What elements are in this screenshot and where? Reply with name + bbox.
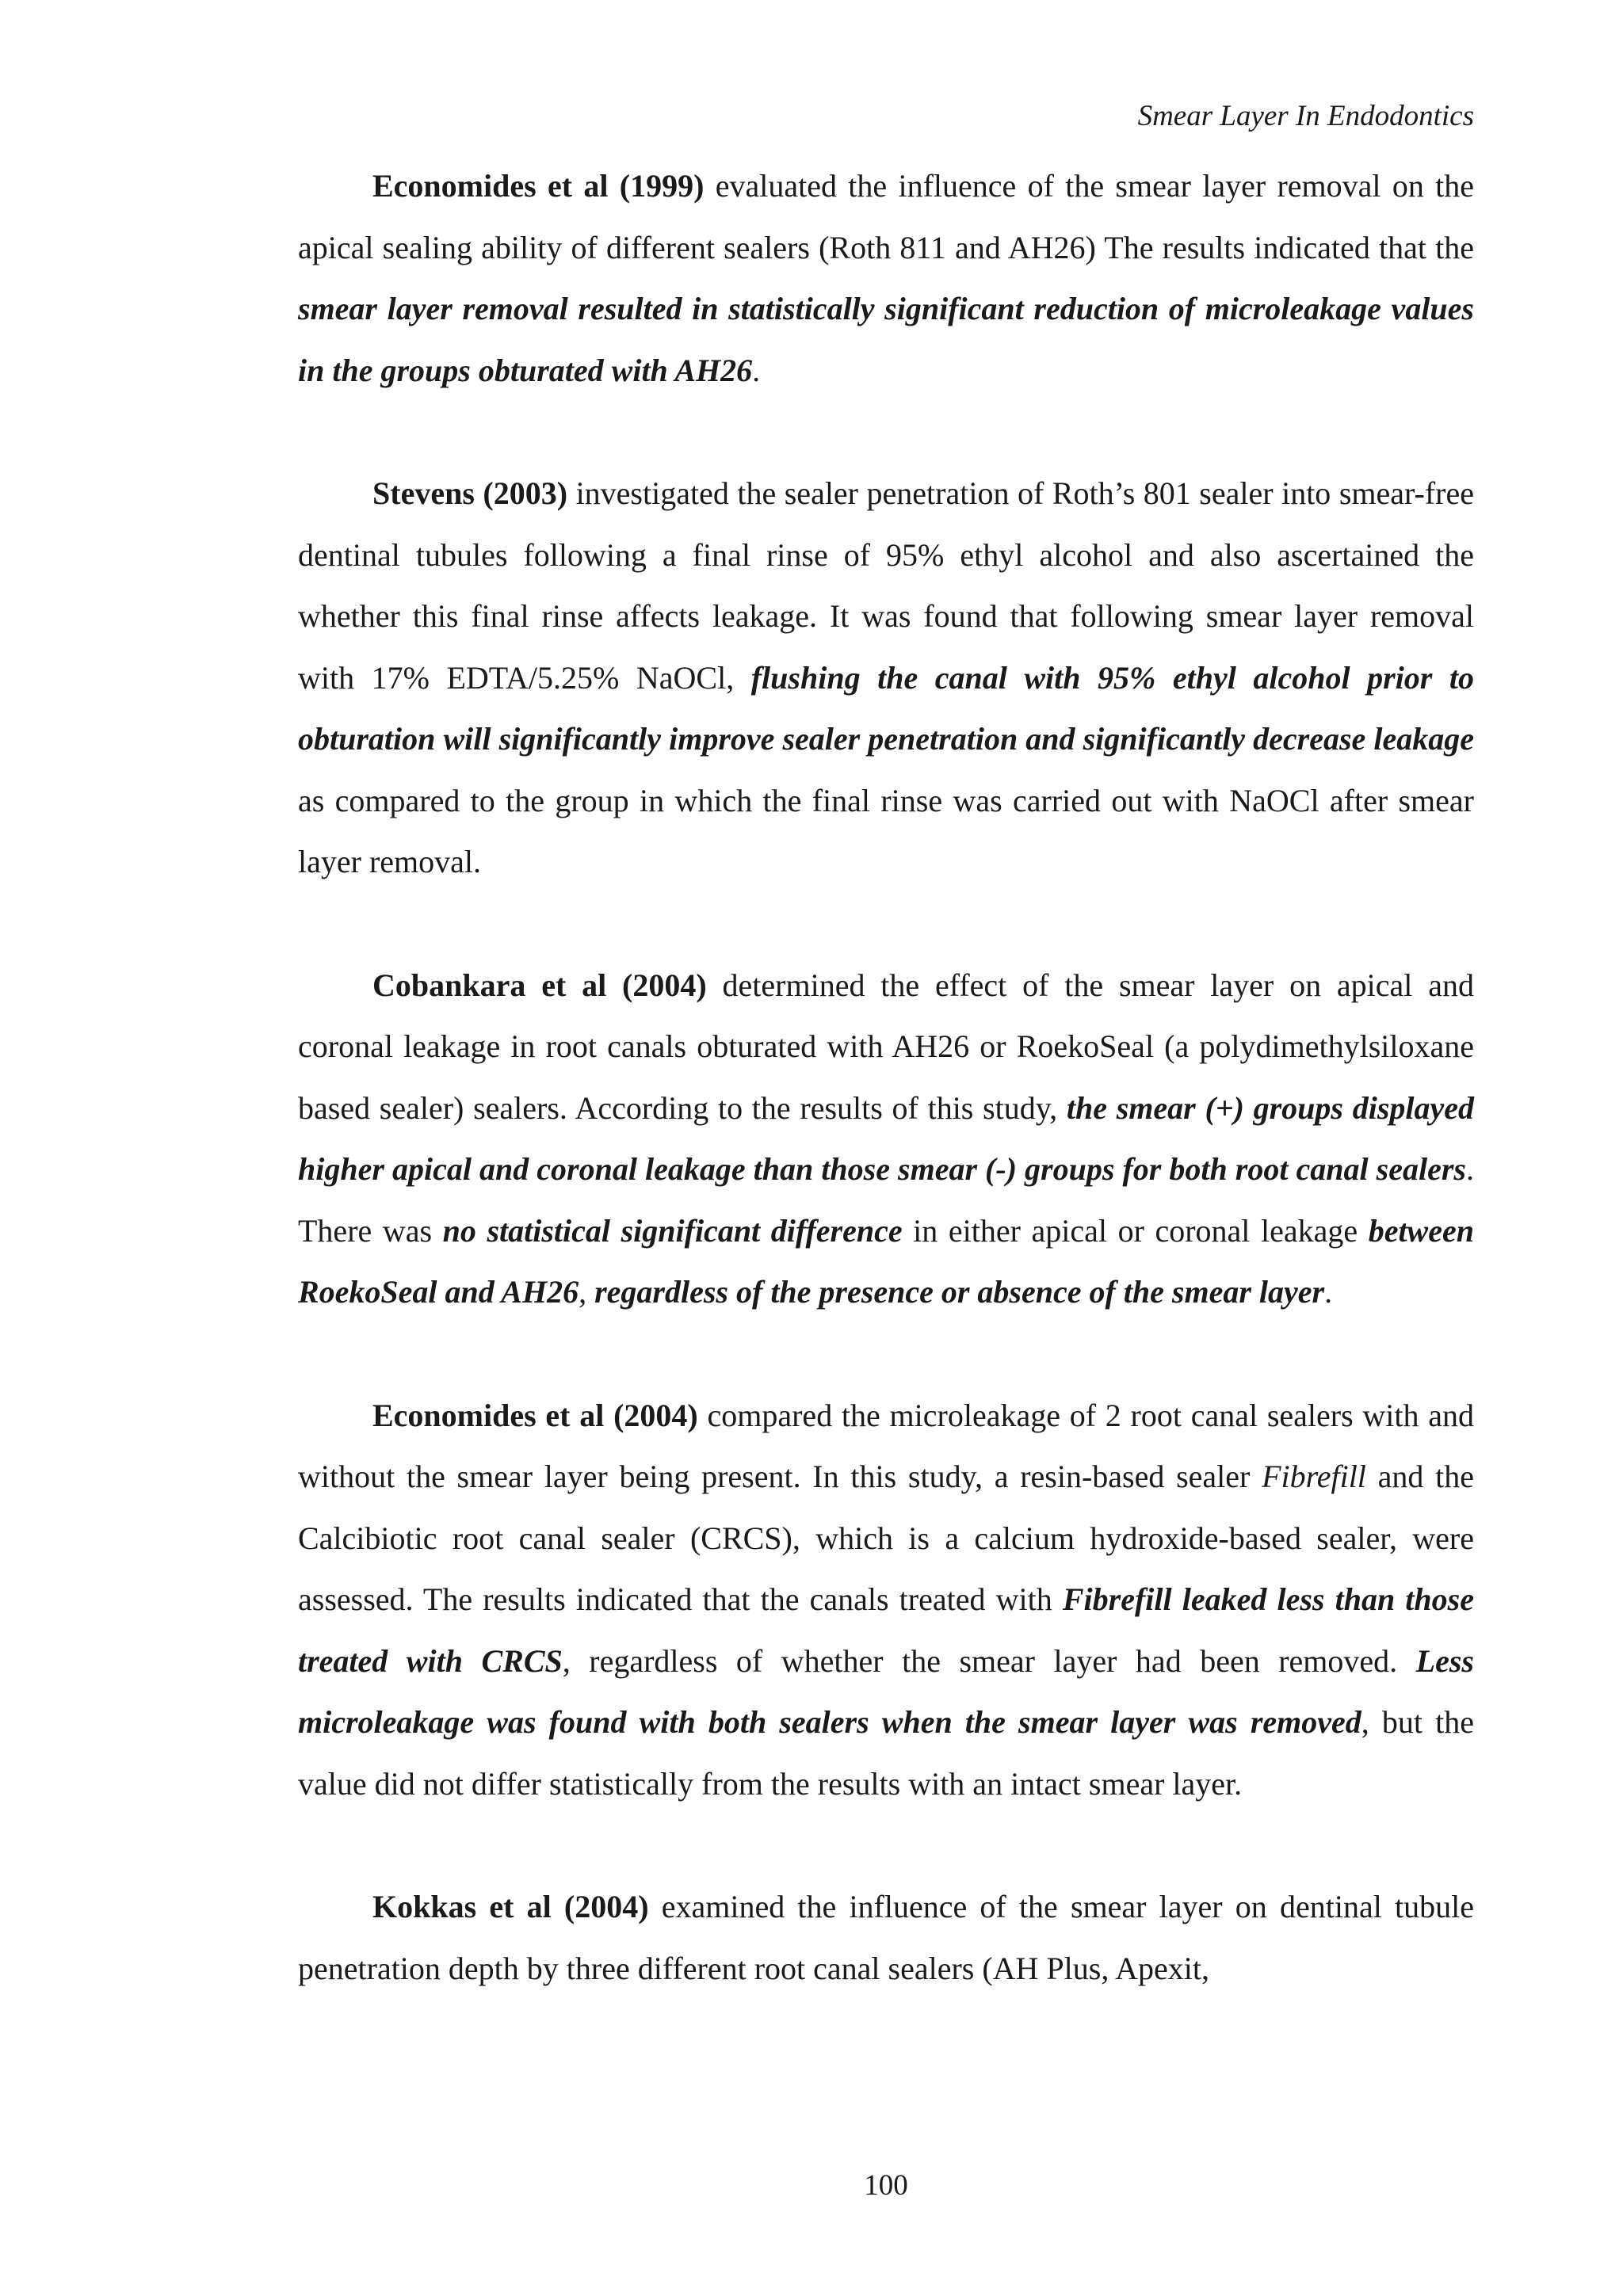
emphasis-run: no statistical significant difference [442,1212,903,1249]
emphasis-run: Fibrefill leaked less than those treated with CRCS [298,1581,1474,1679]
paragraph-kokkas-2004 [298,1876,1474,1999]
text-run: and the Calcibiotic root canal sealer (CRCS), which is a calcium hydroxide-based sealer, were assessed. The results indicated that the canals treated with [298,1459,1475,1617]
citation-cobankara-2004: Cobankara et al (2004) [372,967,707,1003]
citation-economides-2004: Economides et al (2004) [372,1397,698,1433]
text-run: . [752,352,761,388]
running-header: Smear Layer In Endodontics [1137,100,1474,132]
text-run: as compared to the group in which the final rinse was carried out with NaOCl after smear layer removal. [298,782,1474,879]
paragraph-economides-1999 [298,155,1474,401]
text-run: examined the influence of the smear layer on dentinal tubule penetration depth by three different root canal sealers (AH Plus, Apexit, [298,1889,1474,1986]
paragraph-cobankara-2004 [298,955,1474,1323]
page-number: 100 [864,2169,908,2202]
emphasis-run: Less microleakage was found with both sealers when the smear layer was removed [298,1642,1474,1740]
text-run: determined the effect of the smear layer on apical and coronal leakage in root canals obturated with AH26 or RoekoSeal (a polydimethylsiloxane based sealer) sealers. According to the results of this study, [298,967,1474,1126]
text-run: , [579,1274,595,1310]
text-run: , but the value did not differ statistically from the results with an intact smear layer. [298,1704,1474,1802]
paragraph-stevens-2003 [298,463,1474,893]
citation-kokkas-2004: Kokkas et al (2004) [372,1889,649,1924]
body-text [298,155,1474,2061]
text-run: investigated the sealer penetration of Roth’s 801 sealer into smear-free dentinal tubules following a final rinse of 95% ethyl alcohol and also ascertained the whether this final rinse affects leakage. It was found that following smear layer removal with 17% EDTA/5.25% NaOCl, [298,475,1474,696]
paragraph-economides-2004 [298,1385,1474,1815]
text-run: evaluated the influence of the smear layer removal on the apical sealing ability of different sealers (Roth 811 and AH26) The results indicated that the [298,168,1474,265]
emphasis-run: the smear (+) groups displayed higher apical and coronal leakage than those smear (-) groups for both root canal sealers [298,1089,1475,1187]
text-run: . [1324,1274,1333,1310]
text-run: in either apical or coronal leakage [902,1212,1369,1249]
citation-stevens-2003: Stevens (2003) [372,475,568,511]
emphasis-run: flushing the canal with 95% ethyl alcohol prior to obturation will significantly improve sealer penetration and significantly decrease leakage [298,659,1475,757]
emphasis-run: regardless of the presence or absence of the smear layer [594,1274,1325,1310]
text-run: . There was [298,1151,1474,1249]
emphasis-run: smear layer removal resulted in statistically significant reduction of microleakage values in the groups obturated with AH26 [298,291,1474,388]
text-run: compared the microleakage of 2 root canal sealers with and without the smear layer being present. In this study, a resin-based sealer [298,1397,1474,1494]
italic-run: Fibrefill [1262,1459,1366,1494]
citation-economides-1999: Economides et al (1999) [372,168,705,204]
text-run: , regardless of whether the smear layer had been removed. [562,1642,1416,1679]
emphasis-run: between RoekoSeal and AH26 [298,1212,1474,1310]
